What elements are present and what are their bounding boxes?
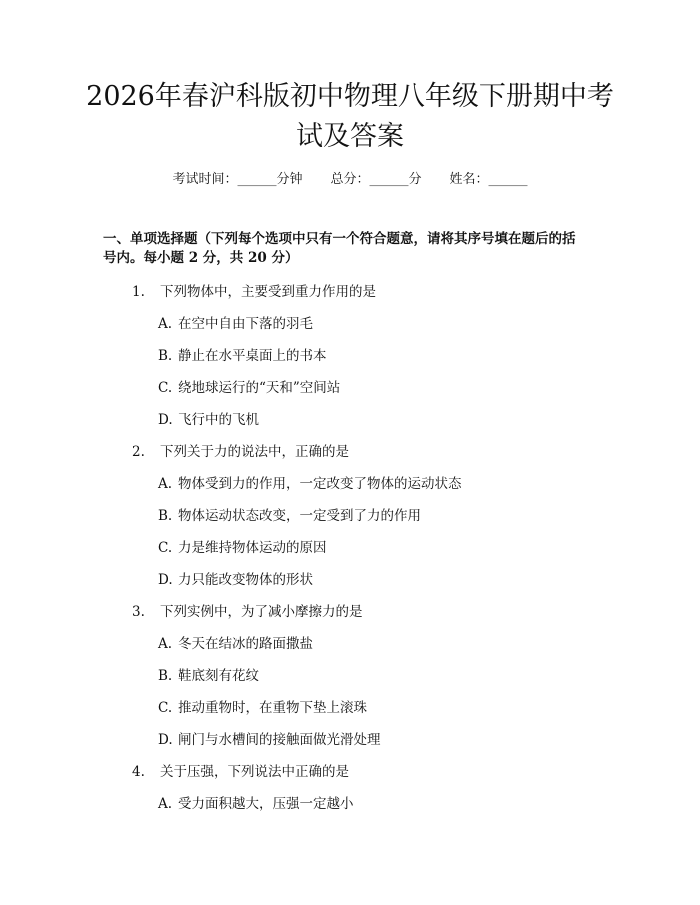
option-letter: B. [158, 508, 173, 524]
option-letter: C. [158, 380, 173, 396]
question-stem: 下列物体中，主要受到重力作用的是 [160, 284, 376, 300]
option-text: 闸门与水槽间的接触面做光滑处理 [178, 732, 381, 748]
question-stem: 下列关于力的说法中，正确的是 [160, 444, 349, 460]
option-2a [158, 475, 462, 493]
option-text: 静止在水平桌面上的书本 [178, 348, 327, 364]
option-text: 物体运动状态改变，一定受到了力的作用 [178, 508, 421, 524]
option-letter: B. [158, 668, 173, 684]
option-1b [158, 347, 327, 365]
option-3c [158, 699, 367, 717]
option-2c [158, 539, 327, 557]
option-letter: D. [158, 412, 173, 428]
student-name-field: 姓名：______ [449, 172, 528, 187]
page-title-line-2: 试及答案 [296, 121, 404, 152]
option-2b [158, 507, 421, 525]
option-letter: D. [158, 732, 173, 748]
option-text: 力是维持物体运动的原因 [178, 540, 327, 556]
option-1a [158, 315, 313, 333]
option-3d [158, 731, 381, 749]
option-letter: B. [158, 348, 173, 364]
option-text: 绕地球运行的“天和”空间站 [178, 380, 341, 396]
option-4a [158, 795, 354, 813]
option-text: 冬天在结冰的路面撒盐 [178, 636, 313, 652]
option-1c [158, 379, 340, 397]
option-3b [158, 667, 259, 685]
option-3a [158, 635, 313, 653]
total-score-field: 总分：______分 [330, 172, 422, 187]
question-number: 3. [132, 604, 145, 620]
option-letter: D. [158, 572, 173, 588]
section-heading-line-1: 一、单项选择题（下列每个选项中只有一个符合题意，请将其序号填在题后的括 [103, 231, 576, 247]
exam-time-field: 考试时间：______分钟 [172, 172, 303, 187]
option-text: 力只能改变物体的形状 [178, 572, 313, 588]
option-letter: C. [158, 540, 173, 556]
option-text: 推动重物时，在重物下垫上滚珠 [178, 700, 367, 716]
question-number: 4. [132, 764, 145, 780]
option-1d [158, 411, 259, 429]
option-letter: A. [158, 476, 173, 492]
option-letter: A. [158, 636, 173, 652]
option-letter: A. [158, 796, 173, 812]
question-stem: 关于压强，下列说法中正确的是 [160, 764, 349, 780]
option-text: 物体受到力的作用，一定改变了物体的运动状态 [178, 476, 462, 492]
question-number: 1. [132, 284, 145, 300]
option-2d [158, 571, 313, 589]
question-number: 2. [132, 444, 145, 460]
option-letter: C. [158, 700, 173, 716]
section-heading-line-2: 号内。每小题 2 分，共 20 分） [103, 250, 299, 266]
exam-info-line [0, 171, 700, 189]
option-text: 受力面积越大，压强一定越小 [178, 796, 354, 812]
option-text: 在空中自由下落的羽毛 [178, 316, 313, 332]
question-stem: 下列实例中，为了减小摩擦力的是 [160, 604, 363, 620]
option-text: 鞋底刻有花纹 [178, 668, 259, 684]
page-title-line-1: 2026年春沪科版初中物理八年级下册期中考 [86, 81, 614, 112]
option-text: 飞行中的飞机 [178, 412, 259, 428]
option-letter: A. [158, 316, 173, 332]
